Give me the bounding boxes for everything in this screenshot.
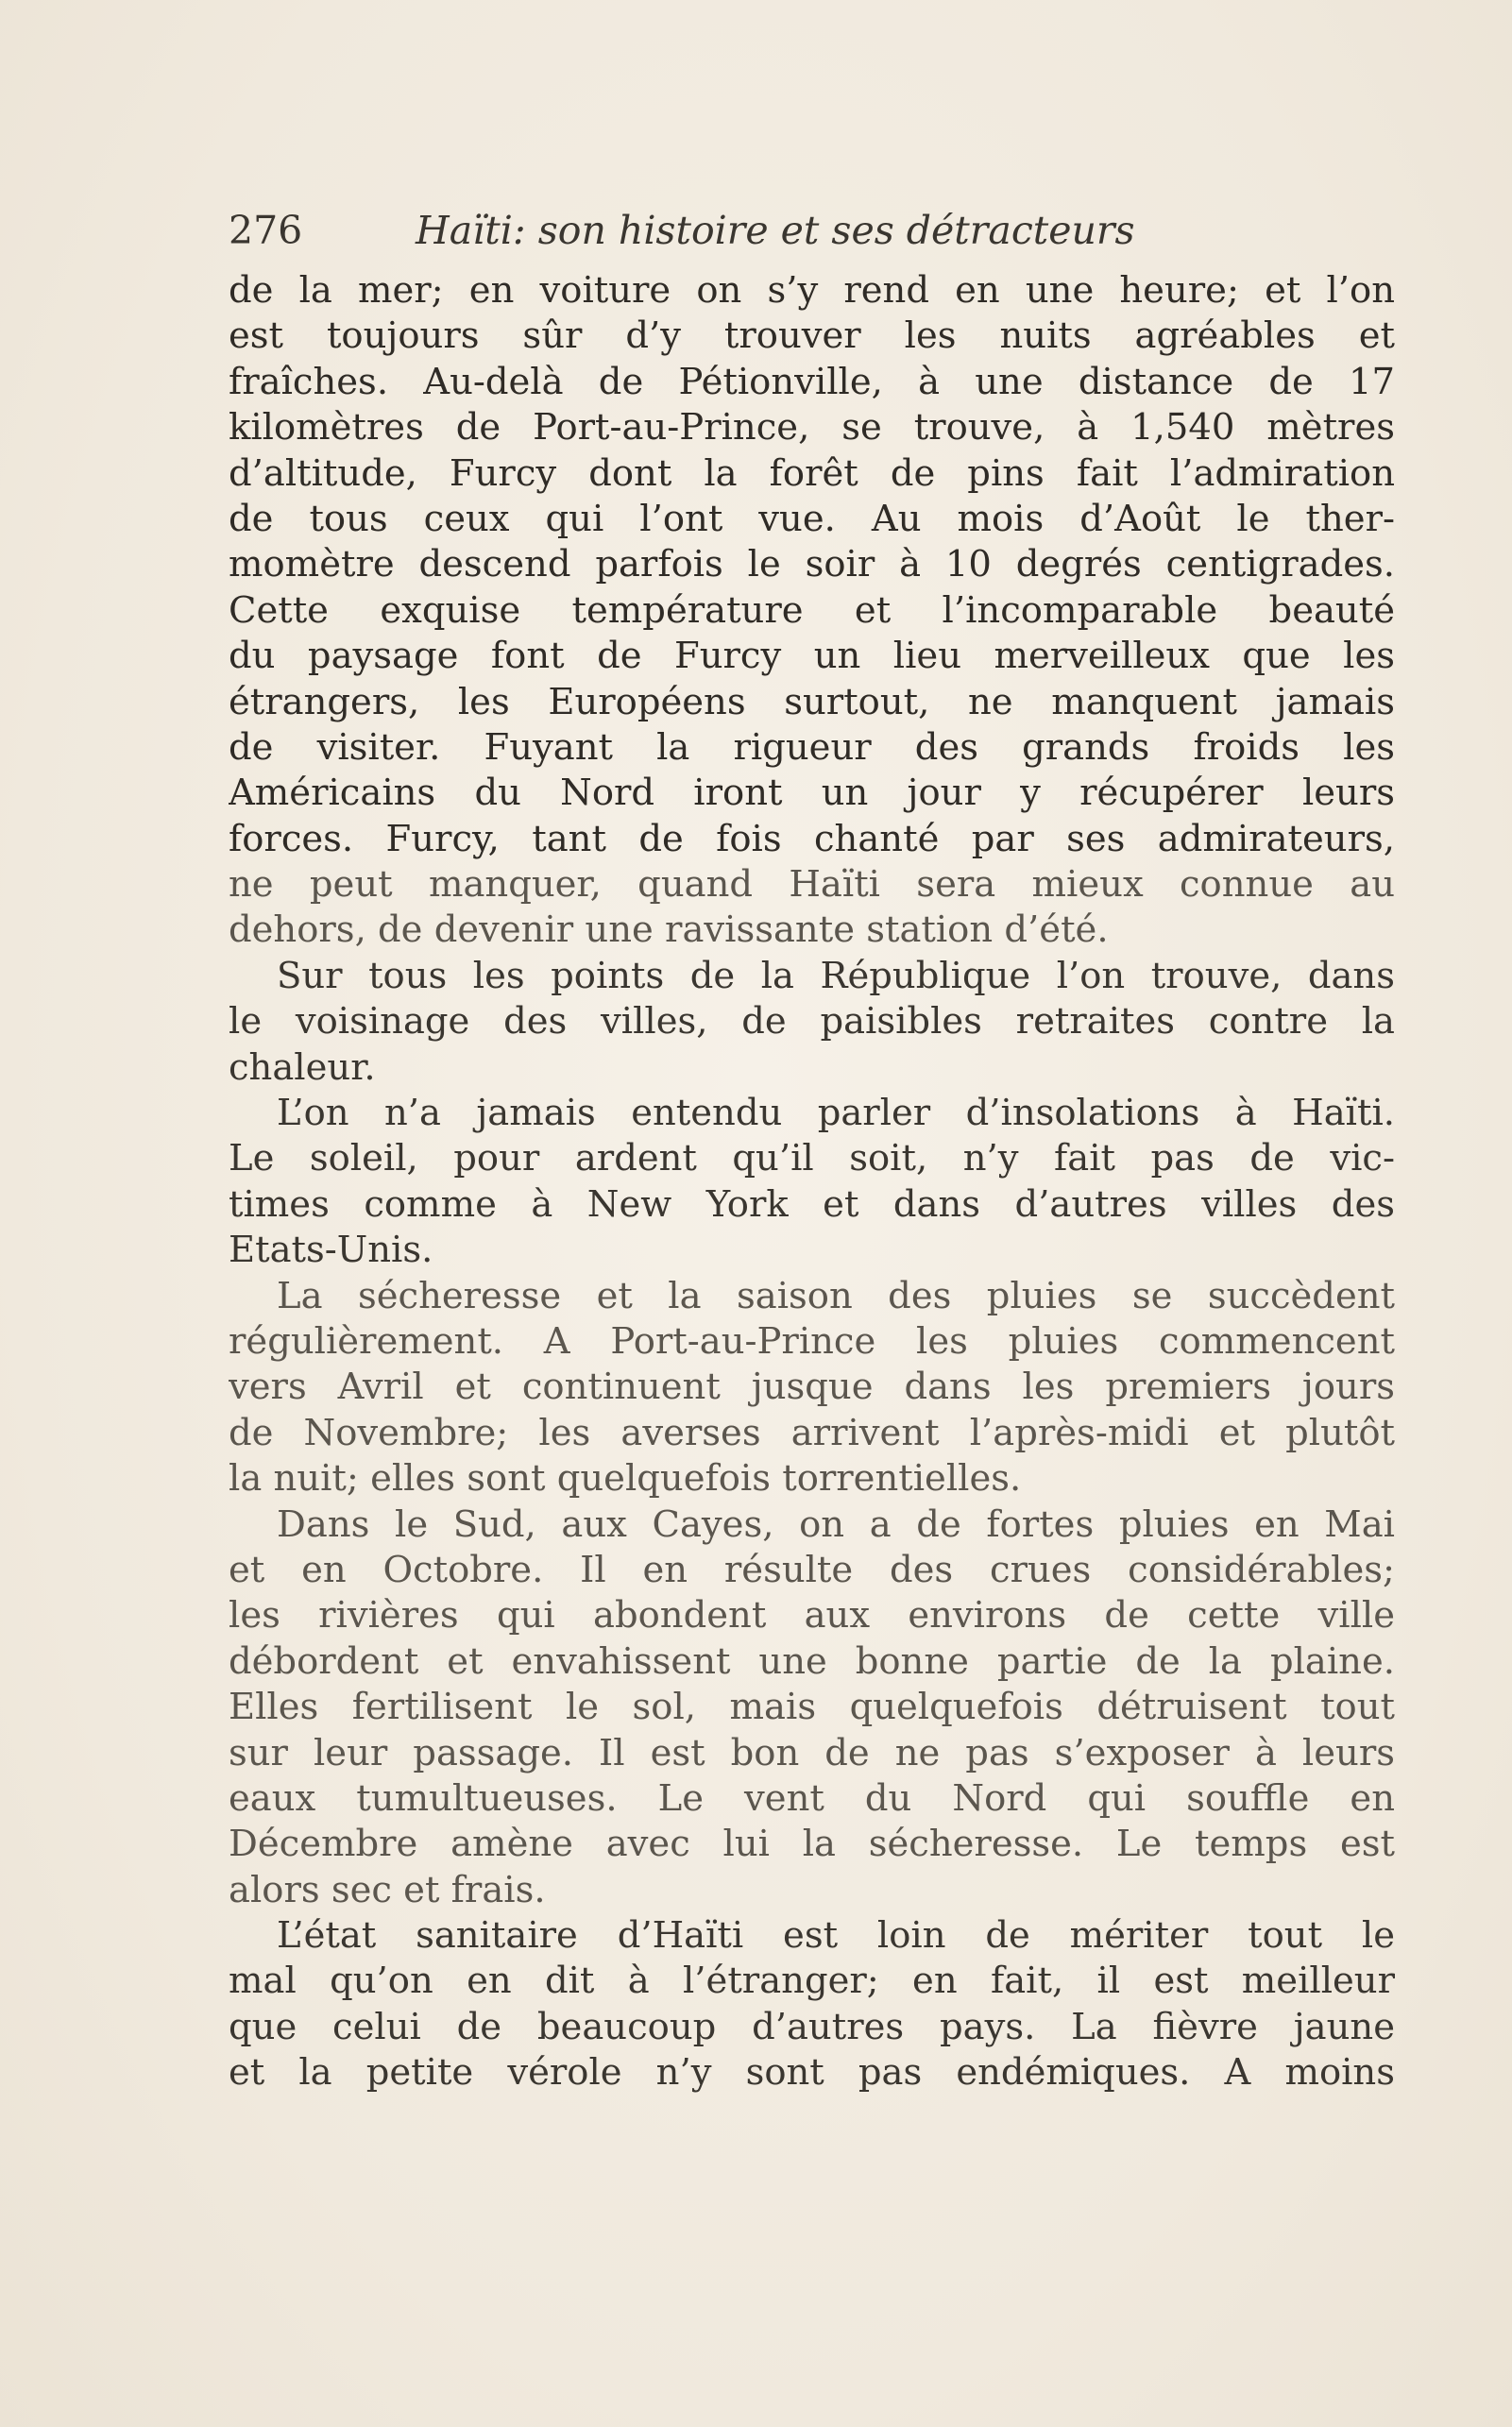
text-line: Etats-Unis. [229, 1229, 433, 1272]
text-line: dehors, de devenir une ravissante station d’été. [229, 908, 1109, 952]
page-number: 276 [229, 208, 303, 253]
paragraph-insolations [229, 1091, 1395, 1274]
text-line: est toujours sûr d’y trouver les nuits agréables et [229, 314, 1395, 358]
paragraph-sanitaire [229, 1913, 1395, 2096]
text-line: de visiter. Fuyant la rigueur des grands froids les [229, 725, 1395, 769]
text-line: chaleur. [229, 1045, 376, 1089]
paragraph-furcy [229, 268, 1395, 954]
paragraph-sud [229, 1502, 1395, 1914]
text-line: et la petite vérole n’y sont pas endémiques. A moins [229, 2051, 1395, 2095]
text-line: Le soleil, pour ardent qu’il soit, n’y fait pas de vic- [229, 1137, 1395, 1180]
paragraph-pluies [229, 1274, 1395, 1502]
text-line: que celui de beaucoup d’autres pays. La fièvre jaune [229, 2005, 1395, 2048]
text-line: le voisinage des villes, de paisibles retraites contre la [229, 1000, 1395, 1044]
text-line: Dans le Sud, aux Cayes, on a de fortes pluies en Mai [277, 1502, 1395, 1546]
text-line: vers Avril et continuent jusque dans les premiers jours [229, 1366, 1395, 1409]
text-line: eaux tumultueuses. Le vent du Nord qui souffle en [229, 1776, 1395, 1820]
text-line: Sur tous les points de la République l’on trouve, dans [277, 954, 1395, 997]
body-text [229, 268, 1395, 2096]
text-line: régulièrement. A Port-au-Prince les pluies commencent [229, 1319, 1395, 1363]
text-line: sur leur passage. Il est bon de ne pas s’exposer à leurs [229, 1731, 1395, 1774]
text-line: L’on n’a jamais entendu parler d’insolations à Haïti. [277, 1092, 1395, 1135]
text-line: momètre descend parfois le soir à 10 degrés centigrades. [229, 543, 1395, 586]
text-line: d’altitude, Furcy dont la forêt de pins fait l’admiration [229, 451, 1395, 495]
text-line: la nuit; elles sont quelquefois torrentielles. [229, 1457, 1022, 1501]
text-line: Cette exquise température et l’incomparable beauté [229, 588, 1395, 632]
text-line: débordent et envahissent une bonne partie de la plaine. [229, 1639, 1395, 1683]
text-line: du paysage font de Furcy un lieu merveilleux que les [229, 635, 1395, 678]
page-header [229, 202, 1395, 259]
text-line: La sécheresse et la saison des pluies se succèdent [277, 1274, 1395, 1317]
text-line: times comme à New York et dans d’autres villes des [229, 1182, 1395, 1226]
text-line: fraîches. Au-delà de Pétionville, à une distance de 17 [229, 360, 1395, 403]
text-line: les rivières qui abondent aux environs de cette ville [229, 1594, 1395, 1638]
text-line: kilomètres de Port-au-Prince, se trouve, à 1,540 mètres [229, 406, 1395, 450]
text-line: alors sec et frais. [229, 1868, 546, 1911]
text-line: ne peut manquer, quand Haïti sera mieux connue au [229, 863, 1395, 907]
running-title: Haïti: son histoire et ses détracteurs [416, 208, 1135, 253]
text-line: de Novembre; les averses arrivent l’après-midi et plutôt [229, 1411, 1395, 1454]
text-line: de tous ceux qui l’ont vue. Au mois d’Août le ther- [229, 497, 1395, 540]
text-line: forces. Furcy, tant de fois chanté par ses admirateurs, [229, 817, 1395, 860]
paragraph-retraites [229, 954, 1395, 1091]
text-line: L’état sanitaire d’Haïti est loin de mériter tout le [277, 1914, 1395, 1958]
text-line: Américains du Nord iront un jour y récupérer leurs [229, 772, 1395, 815]
text-line: étrangers, les Européens surtout, ne manquent jamais [229, 680, 1395, 723]
text-line: et en Octobre. Il en résulte des crues considérables; [229, 1548, 1395, 1591]
text-line: Décembre amène avec lui la sécheresse. Le temps est [229, 1823, 1395, 1866]
text-line: mal qu’on en dit à l’étranger; en fait, il est meilleur [229, 1960, 1395, 2003]
text-line: Elles fertilisent le sol, mais quelquefois détruisent tout [229, 1686, 1395, 1729]
text-line: de la mer; en voiture on s’y rend en une heure; et l’on [229, 269, 1395, 312]
